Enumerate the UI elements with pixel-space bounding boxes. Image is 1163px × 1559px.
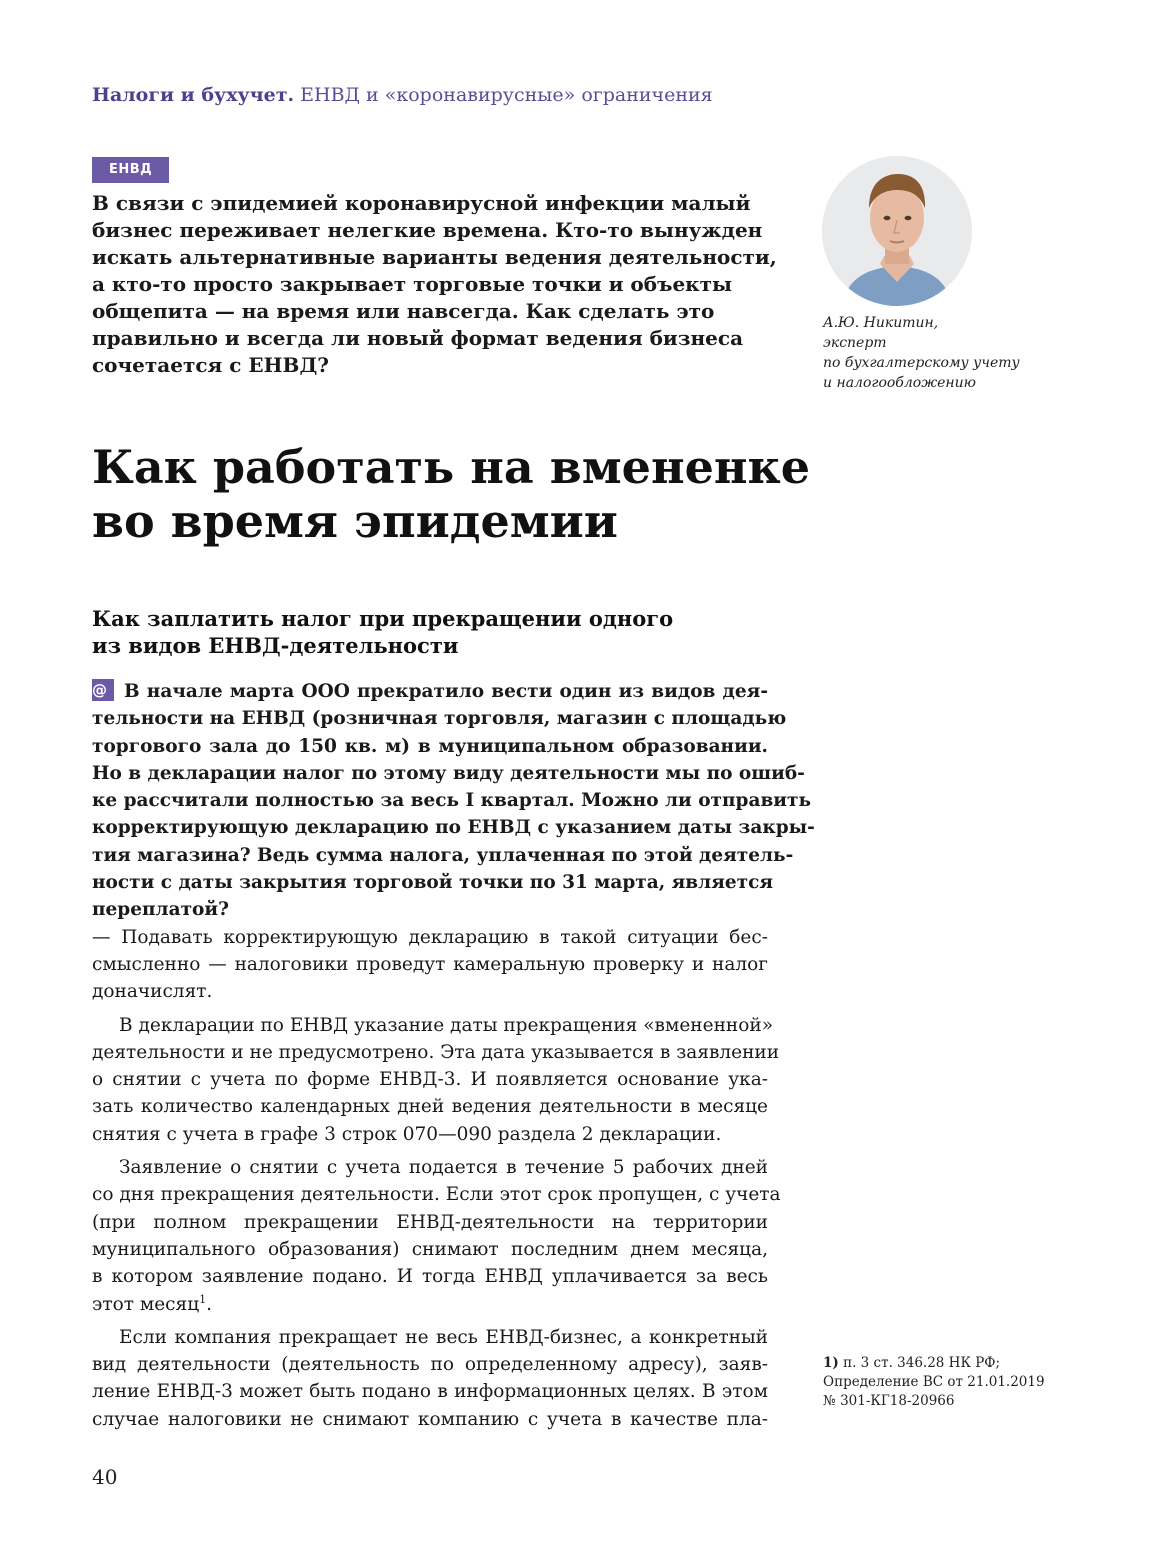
page-number: 40 (92, 1465, 118, 1489)
author-caption (823, 313, 1123, 393)
running-header (92, 84, 992, 106)
answer-line: смысленно — налоговики проведут камеральную проверку и налог (92, 953, 768, 975)
section-subtitle (92, 605, 792, 659)
answer-line: (при полном прекращении ЕНВД-деятельности на территории (92, 1211, 768, 1233)
answer-line: Если компания прекращает не весь ЕНВД-бизнес, а конкретный (119, 1326, 768, 1348)
author-role: эксперт (823, 335, 887, 351)
answer-line: доначислят. (92, 981, 213, 1003)
reader-question (92, 678, 815, 924)
title-line: во время эпидемии (92, 494, 618, 548)
answer-line: муниципального образования) снимают последним днем месяца, (92, 1238, 768, 1260)
footnote-line: п. 3 ст. 346.28 НК РФ; (843, 1355, 1001, 1371)
author-role: по бухгалтерскому учету (823, 355, 1020, 371)
lead-paragraph (92, 190, 782, 379)
answer-paragraph-3 (92, 1154, 781, 1318)
author-role: и налогообложению (823, 375, 976, 391)
question-line: В начале марта ООО прекратило вести один из видов дея- (124, 681, 768, 702)
answer-line (92, 1291, 768, 1318)
footnote-line: № 301-КГ18-20966 (823, 1393, 955, 1409)
answer-line: Заявление о снятии с учета подается в течение 5 рабочих дней (119, 1157, 768, 1179)
header-section: Налоги и бухучет. (92, 84, 295, 106)
subtitle-line: из видов ЕНВД-деятельности (92, 633, 459, 658)
answer-line: ление ЕНВД-3 может быть подано в информационных целях. В этом (92, 1381, 768, 1403)
answer-line: в котором заявление подано. И тогда ЕНВД уплачивается за весь (92, 1266, 768, 1288)
lead-line: сочетается с ЕНВД? (92, 353, 329, 377)
question-line: переплатой? (92, 899, 229, 921)
answer-line: деятельности и не предусмотрено. Эта дата указывается в заявлении (92, 1041, 780, 1063)
answer-line: о снятии с учета по форме ЕНВД-3. И появляется основание ука- (92, 1069, 768, 1091)
footnote-number: 1) (823, 1355, 839, 1371)
author-photo (822, 156, 972, 306)
question-line: тия магазина? Ведь сумма налога, уплаченная по этой деятель- (92, 844, 794, 866)
article-body (92, 678, 815, 1433)
answer-paragraph-2 (92, 1012, 780, 1148)
footnote-line: Определение ВС от 21.01.2019 (823, 1374, 1045, 1390)
header-topic: ЕНВД и «коронавирусные» ограничения (300, 84, 713, 106)
footnote-reference[interactable]: 1 (199, 1292, 207, 1306)
answer-line: — Подавать корректирующую декларацию в такой ситуации бес- (92, 926, 768, 948)
question-line: Но в декларации налог по этому виду деятельности мы по ошиб- (92, 762, 805, 784)
title-line: Как работать на вмененке (92, 440, 811, 494)
subtitle-line: Как заплатить налог при прекращении одного (92, 606, 674, 631)
answer-line: случае налоговики не снимают компанию с учета в качестве пла- (92, 1408, 768, 1430)
author-portrait-icon (822, 156, 972, 306)
footnote (823, 1354, 1123, 1411)
answer-paragraph-4 (92, 1324, 768, 1433)
answer-line: со дня прекращения деятельности. Если этот срок пропущен, с учета (92, 1184, 781, 1206)
lead-line: правильно и всегда ли новый формат ведения бизнеса (92, 326, 744, 350)
question-line: ности с даты закрытия торговой точки по 31 марта, является (92, 872, 774, 894)
author-name: А.Ю. Никитин, (823, 315, 939, 331)
question-line: торгового зала до 150 кв. м) в муниципальном образовании. (92, 735, 768, 757)
answer-line: В декларации по ЕНВД указание даты прекращения «вмененной» (119, 1014, 774, 1036)
category-tag: ЕНВД (92, 157, 169, 183)
question-line: корректирующую декларацию по ЕНВД с указанием даты закры- (92, 817, 815, 839)
answer-text: . (206, 1293, 213, 1315)
lead-line: общепита — на время или навсегда. Как сделать это (92, 299, 715, 323)
lead-line: бизнес переживает нелегкие времена. Кто-то вынужден (92, 218, 763, 242)
question-line: тельности на ЕНВД (розничная торговля, магазин с площадью (92, 708, 787, 730)
lead-line: В связи с эпидемией коронавирусной инфекции малый (92, 191, 751, 215)
answer-line: зать количество календарных дней ведения деятельности в месяце (92, 1096, 768, 1118)
answer-line: вид деятельности (деятельность по определенному адресу), заяв- (92, 1354, 768, 1376)
question-at-icon: @ (92, 679, 114, 701)
article-title (92, 440, 852, 548)
lead-line: а кто-то просто закрывает торговые точки и объекты (92, 272, 733, 296)
answer-text: этот месяц (92, 1293, 200, 1315)
answer-paragraph-1 (92, 924, 768, 1006)
question-line: ке рассчитали полностью за весь I квартал. Можно ли отправить (92, 790, 812, 812)
answer-line: снятия с учета в графе 3 строк 070—090 раздела 2 декларации. (92, 1123, 722, 1145)
lead-line: искать альтернативные варианты ведения деятельности, (92, 245, 777, 269)
